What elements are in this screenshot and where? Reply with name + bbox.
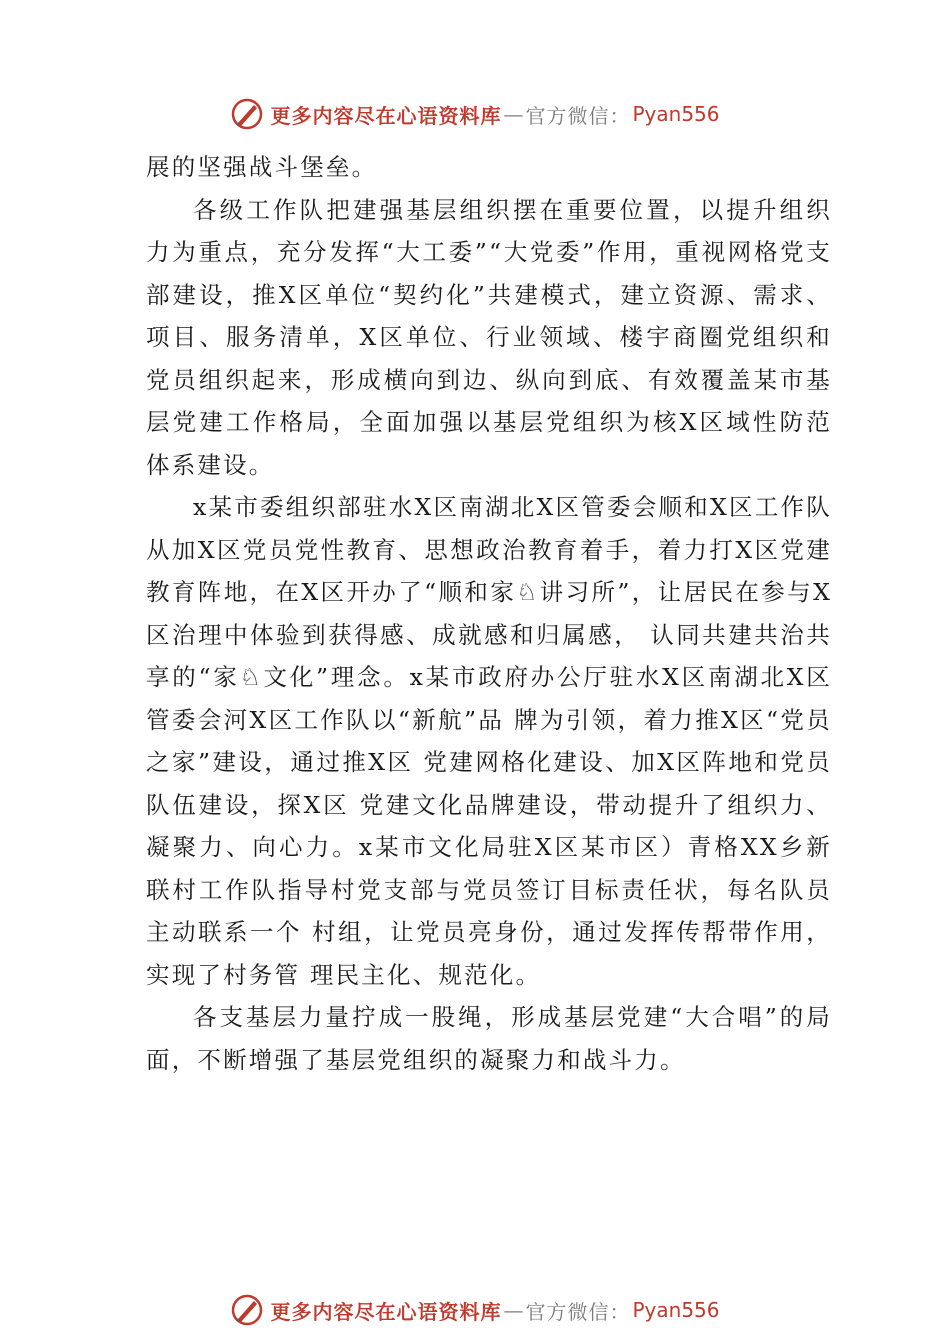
banner-dash: — <box>503 102 524 126</box>
banner-handle: Pyan556 <box>632 102 720 126</box>
paragraph: 各级工作队把建强基层组织摆在重要位置，以提升组织力为重点，充分发挥“大工委”“大党委”作用，重视网格党支部建设，推X区单位“契约化”共建模式，建立资源、需求、项目、服务清单，X区单位、行业领域、楼宇商圈党组织和党员组织起来，形成横向到边、纵向到底、有效覆盖某市基层党建工作格局，全面加强以基层党组织为核X区域性防范体系建设。 <box>146 195 832 479</box>
paragraph-continuation: 展的坚强战斗堡垒。 <box>146 153 378 181</box>
banner-main-text: 更多内容尽在心语资料库 <box>270 103 502 128</box>
banner-main-text: 更多内容尽在心语资料库 <box>270 1299 502 1324</box>
banner-label: 官方微信： <box>525 103 631 128</box>
banner-dash: — <box>503 1298 524 1322</box>
footer-banner <box>0 1290 950 1330</box>
pen-seal-icon <box>230 97 264 131</box>
paragraph: x某市委组织部驻水X区南湖北X区管委会顺和X区工作队从加X区党员党性教育、思想政治教育着手，着力打X区党建教育阵地，在X区开办了“顺和家♘讲习所”，让居民在参与X区治理中体验到获得感、成就感和归属感， 认同共建共治共享的“家♘文化”理念。x某市政府办公厅驻水X区南湖北X区管委会河X区工作队以“新航”品 牌为引领，着力推X区“党员之家”建设，通过推X区 党建网格化建设、加X区阵地和党员队伍建设，探X区 党建文化品牌建设，带动提升了组织力、凝聚力、向心力。x某市文化局驻X区某市区）青格XX乡新联村工作队指导村党支部与党员签订目标责任状，每名队员主动联系一个 村组，让党员亮身份，通过发挥传帮带作用，实现了村务管 理民主化、规范化。 <box>146 493 832 989</box>
paragraph: 各支基层力量拧成一股绳，形成基层党建“大合唱”的局面，不断增强了基层党组织的凝聚力和战斗力。 <box>146 1003 832 1074</box>
banner-handle: Pyan556 <box>632 1298 720 1322</box>
banner-label: 官方微信： <box>525 1299 631 1324</box>
pen-seal-icon <box>230 1293 264 1327</box>
header-banner <box>0 94 950 134</box>
document-body <box>146 146 832 1081</box>
